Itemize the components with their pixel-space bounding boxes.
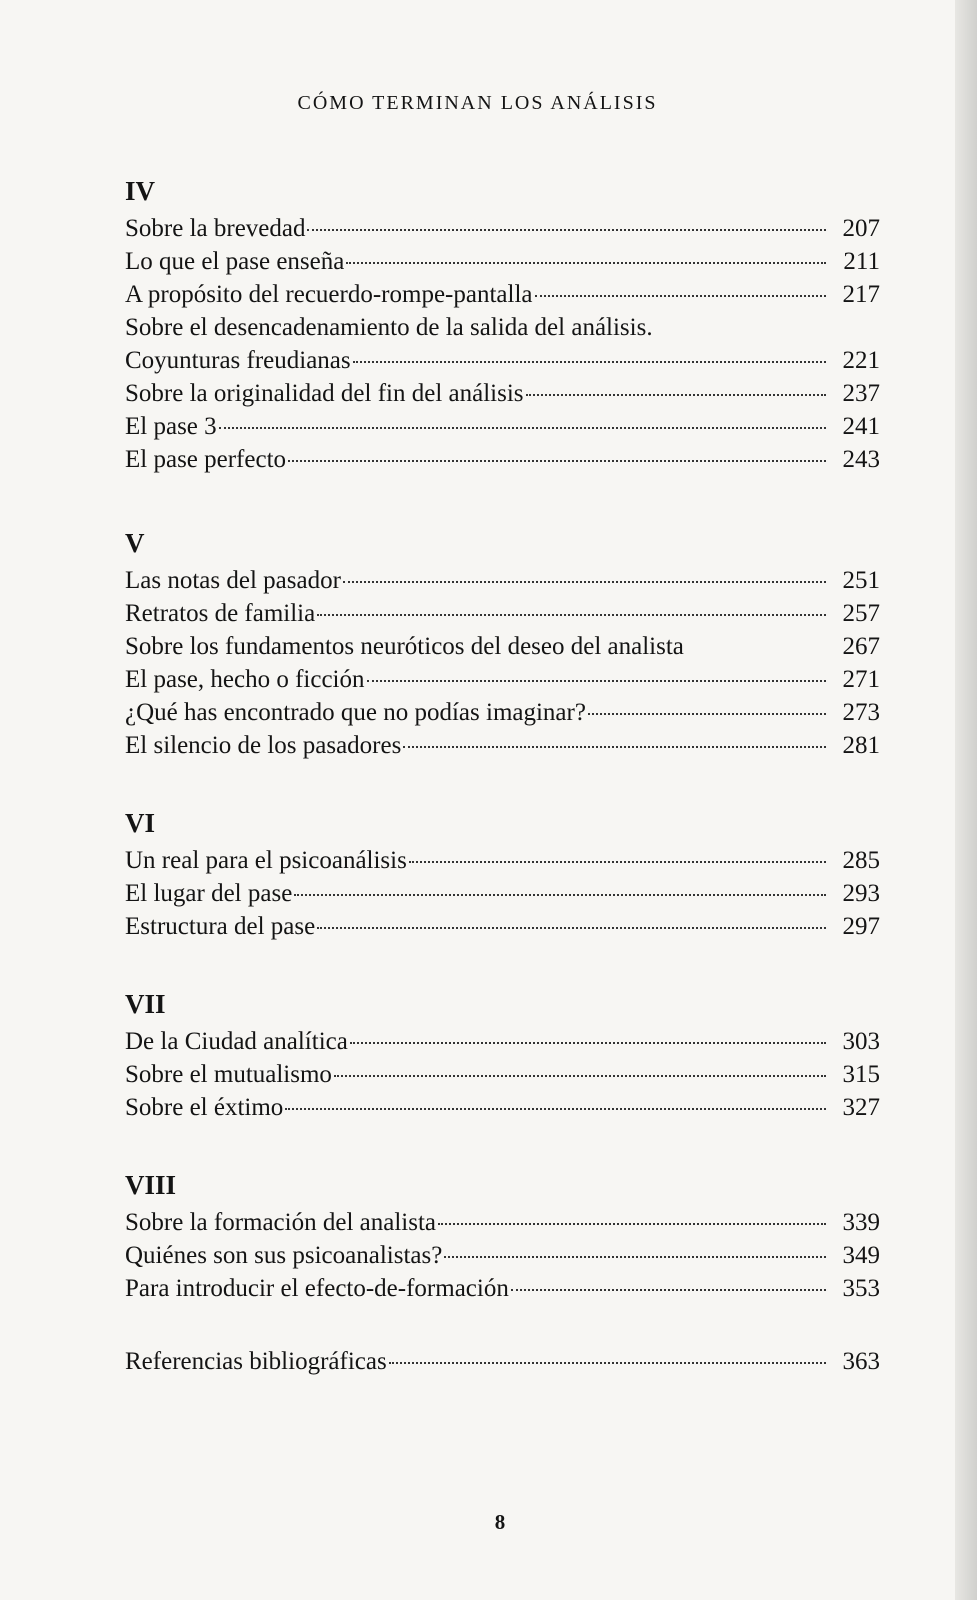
dot-leader xyxy=(403,746,826,748)
section-heading: VII xyxy=(125,989,166,1019)
dot-leader xyxy=(535,295,827,297)
entry-page-number: 339 xyxy=(842,1209,880,1236)
section-iv xyxy=(125,170,880,476)
entry-title: Estructura del pase xyxy=(125,913,316,940)
entry-page-number: 241 xyxy=(842,413,880,440)
section-spacer xyxy=(125,943,880,983)
entry-title: Sobre la brevedad xyxy=(125,215,306,242)
dot-leader xyxy=(409,861,826,863)
entry-page-number: 257 xyxy=(842,600,880,627)
toc-entry xyxy=(125,245,880,278)
entry-title: Un real para el psicoanálisis xyxy=(125,847,407,874)
section-heading: VIII xyxy=(125,1170,177,1200)
toc-entry xyxy=(125,278,880,311)
section-vi xyxy=(125,802,880,943)
entry-page-number: 271 xyxy=(842,666,880,693)
section-spacer xyxy=(125,476,880,522)
section-viii xyxy=(125,1164,880,1305)
dot-leader xyxy=(307,229,826,231)
table-of-contents xyxy=(125,170,880,1378)
running-head-text: CÓMO TERMINAN LOS ANÁLISIS xyxy=(297,92,658,114)
entry-page-number: 251 xyxy=(842,567,880,594)
entry-page-number: 303 xyxy=(842,1028,880,1055)
toc-entry xyxy=(125,844,880,877)
entry-page-number: 221 xyxy=(842,347,880,374)
entry-page-number: 273 xyxy=(842,699,880,726)
section-heading: VI xyxy=(125,808,156,838)
toc-entry xyxy=(125,663,880,696)
entry-page-number: 315 xyxy=(842,1061,880,1088)
section-spacer xyxy=(125,1305,880,1345)
running-head xyxy=(0,90,955,115)
toc-entry xyxy=(125,410,880,443)
entry-page-number: 207 xyxy=(842,215,880,242)
entry-page-number: 353 xyxy=(842,1275,880,1302)
section-spacer xyxy=(125,762,880,802)
entry-page-number: 243 xyxy=(842,446,880,473)
toc-entry xyxy=(125,1206,880,1239)
entry-title: Lo que el pase enseña xyxy=(125,248,345,275)
toc-entry xyxy=(125,1091,880,1124)
dot-leader xyxy=(438,1223,826,1225)
entry-page-number: 327 xyxy=(842,1094,880,1121)
toc-entry xyxy=(125,597,880,630)
dot-leader xyxy=(367,680,827,682)
entry-title: Sobre los fundamentos neuróticos del deseo del analista xyxy=(125,633,684,660)
dot-leader xyxy=(317,927,826,929)
entry-page-number: 281 xyxy=(842,732,880,759)
dot-leader xyxy=(526,394,826,396)
page-edge xyxy=(955,0,977,1600)
toc-entry xyxy=(125,1239,880,1272)
entry-title: Coyunturas freudianas xyxy=(125,347,351,374)
page-folio: 8 xyxy=(494,1510,506,1534)
dot-leader xyxy=(444,1256,826,1258)
entry-title: El silencio de los pasadores xyxy=(125,732,402,759)
entry-title: A propósito del recuerdo-rompe-pantalla xyxy=(125,281,533,308)
section-v xyxy=(125,522,880,762)
toc-entry xyxy=(125,344,880,377)
dot-leader xyxy=(317,614,826,616)
dot-leader xyxy=(588,713,826,715)
entry-title: Para introducir el efecto-de-formación xyxy=(125,1275,509,1302)
toc-entry xyxy=(125,443,880,476)
dot-leader xyxy=(353,361,826,363)
dot-leader xyxy=(288,460,826,462)
entry-title: Las notas del pasador xyxy=(125,567,341,594)
dot-leader xyxy=(350,1042,826,1044)
dot-leader xyxy=(343,581,826,583)
toc-entry xyxy=(125,1058,880,1091)
entry-title: Sobre el desencadenamiento de la salida del análisis. xyxy=(125,314,653,341)
entry-page-number: 211 xyxy=(843,248,880,275)
entry-title: Sobre la formación del analista xyxy=(125,1209,436,1236)
toc-entry xyxy=(125,696,880,729)
entry-title: El pase perfecto xyxy=(125,446,287,473)
toc-entry xyxy=(125,877,880,910)
entry-page-number: 349 xyxy=(842,1242,880,1269)
entry-title: Quiénes son sus psicoanalistas? xyxy=(125,1242,443,1269)
toc-entry xyxy=(125,311,880,344)
toc-entry-references xyxy=(125,1345,880,1378)
section-vii xyxy=(125,983,880,1124)
entry-page-number: 363 xyxy=(842,1348,880,1375)
entry-page-number: 237 xyxy=(842,380,880,407)
entry-page-number: 217 xyxy=(842,281,880,308)
entry-title: De la Ciudad analítica xyxy=(125,1028,348,1055)
toc-entry xyxy=(125,729,880,762)
dot-leader xyxy=(334,1075,826,1077)
entry-page-number: 297 xyxy=(842,913,880,940)
entry-title: Sobre la originalidad del fin del análisis xyxy=(125,380,524,407)
section-heading: V xyxy=(125,528,145,558)
section-spacer xyxy=(125,1124,880,1164)
dot-leader xyxy=(389,1362,826,1364)
toc-entry xyxy=(125,212,880,245)
entry-title: El pase, hecho o ficción xyxy=(125,666,365,693)
entry-page-number: 285 xyxy=(842,847,880,874)
entry-page-number: 267 xyxy=(842,633,880,660)
dot-leader xyxy=(219,427,826,429)
entry-title: ¿Qué has encontrado que no podías imaginar? xyxy=(125,699,586,726)
entry-title: Sobre el éxtimo xyxy=(125,1094,284,1121)
entry-title: El pase 3 xyxy=(125,413,217,440)
dot-leader xyxy=(511,1289,826,1291)
entry-page-number: 293 xyxy=(842,880,880,907)
entry-title: Referencias bibliográficas xyxy=(125,1348,387,1375)
entry-title: Retratos de familia xyxy=(125,600,316,627)
toc-entry xyxy=(125,564,880,597)
toc-entry xyxy=(125,910,880,943)
toc-entry xyxy=(125,1025,880,1058)
dot-leader xyxy=(294,894,826,896)
dot-leader xyxy=(285,1108,826,1110)
section-heading: IV xyxy=(125,176,156,206)
entry-title: El lugar del pase xyxy=(125,880,293,907)
toc-entry xyxy=(125,377,880,410)
toc-entry xyxy=(125,630,880,663)
dot-leader xyxy=(346,262,826,264)
entry-title: Sobre el mutualismo xyxy=(125,1061,332,1088)
toc-entry xyxy=(125,1272,880,1305)
